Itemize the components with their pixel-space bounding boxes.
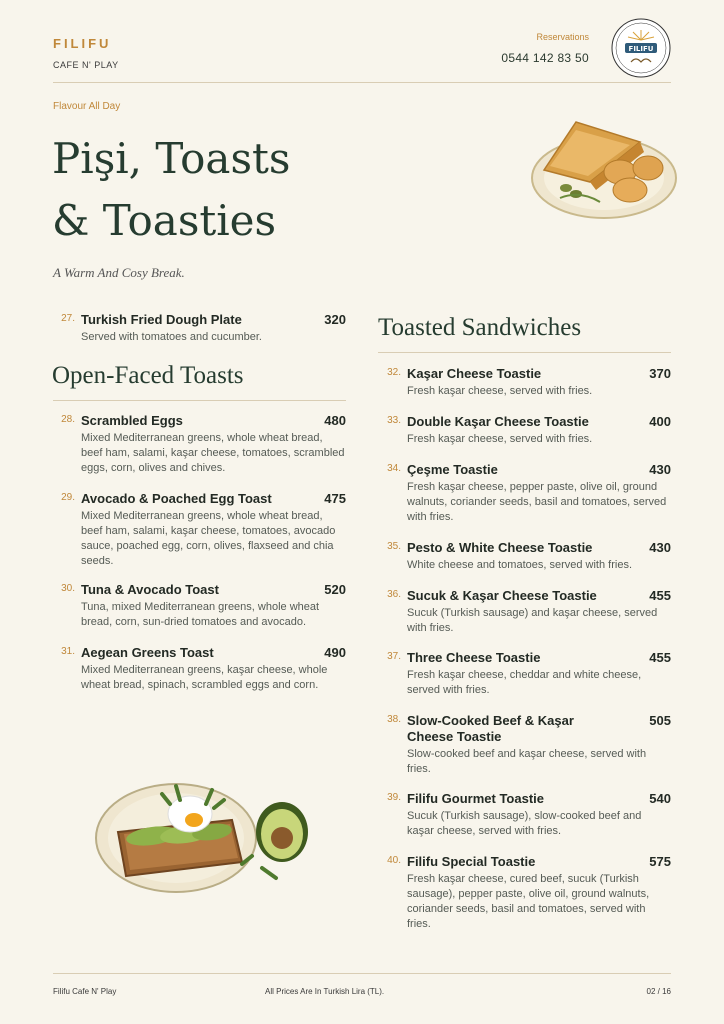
footer-brand: Filifu Cafe N' Play <box>53 987 117 996</box>
item-price: 455 <box>649 588 671 603</box>
item-number: 30. <box>61 583 75 594</box>
reservations <box>501 32 589 65</box>
item-name: Double Kaşar Cheese Toastie <box>407 414 589 429</box>
avocado-toast-image <box>92 772 312 897</box>
item-name: Three Cheese Toastie <box>407 650 541 665</box>
title-line-1: Pişi, Toasts <box>52 134 291 183</box>
item-price: 430 <box>649 540 671 555</box>
item-description: Slow-cooked beef and kaşar cheese, served with fries. <box>407 748 647 775</box>
item-number: 32. <box>387 367 401 378</box>
title-line-2: & Toasties <box>52 196 277 245</box>
footer-price-note: All Prices Are In Turkish Lira (TL). <box>265 987 385 996</box>
phone-number[interactable]: 0544 142 83 50 <box>501 51 589 65</box>
reservations-label: Reservations <box>536 32 589 42</box>
item-description: White cheese and tomatoes, served with fries. <box>407 559 632 571</box>
brand <box>53 36 119 70</box>
item-description: Sucuk (Turkish sausage) and kaşar cheese, served with fries. <box>407 607 658 634</box>
item-price: 455 <box>649 650 671 665</box>
brand-tagline: CAFE N' PLAY <box>53 60 119 70</box>
item-name: Çeşme Toastie <box>407 462 498 477</box>
item-number: 37. <box>387 651 401 662</box>
item-number: 28. <box>61 414 75 425</box>
item-name: Tuna & Avocado Toast <box>81 582 219 597</box>
item-description: Fresh kaşar cheese, served with fries. <box>407 385 593 397</box>
item-price: 505 <box>649 713 671 728</box>
item-name: Filifu Gourmet Toastie <box>407 791 544 806</box>
page-number: 02 / 16 <box>646 987 671 996</box>
item-name: Slow-Cooked Beef & Kaşar Cheese Toastie <box>407 713 574 744</box>
item-description: Mixed Mediterranean greens, kaşar cheese, whole wheat bread, spinach, scrambled eggs and corn. <box>81 664 328 691</box>
toast-plate-image <box>530 112 678 222</box>
item-price: 430 <box>649 462 671 477</box>
section-divider <box>53 400 346 401</box>
item-description: Fresh kaşar cheese, pepper paste, olive oil, ground walnuts, coriander seeds, basil and tomatoes, served with fries. <box>407 481 667 523</box>
item-price: 575 <box>649 854 671 869</box>
item-price: 490 <box>324 645 346 660</box>
item-description: Mixed Mediterranean greens, whole wheat bread, beef ham, salami, kaşar cheese, tomatoes, scrambled eggs, corn, olives and chives. <box>81 432 345 474</box>
item-name: Scrambled Eggs <box>81 413 183 428</box>
item-name: Sucuk & Kaşar Cheese Toastie <box>407 588 597 603</box>
brand-name: FILIFU <box>53 36 112 51</box>
item-number: 33. <box>387 415 401 426</box>
item-number: 31. <box>61 646 75 657</box>
item-description: Fresh kaşar cheese, served with fries. <box>407 433 593 445</box>
section-title-toasted: Toasted Sandwiches <box>378 314 582 341</box>
item-number: 39. <box>387 792 401 803</box>
item-number: 35. <box>387 541 401 552</box>
item-price: 475 <box>324 491 346 506</box>
item-name: Kaşar Cheese Toastie <box>407 366 542 381</box>
kicker: Flavour All Day <box>53 101 121 112</box>
section-title-open-faced: Open-Faced Toasts <box>52 362 244 389</box>
logo-text: FILIFU <box>628 45 654 53</box>
item-name: Pesto & White Cheese Toastie <box>407 540 593 555</box>
item-price: 370 <box>649 366 671 381</box>
item-description: Sucuk (Turkish sausage), slow-cooked beef and kaşar cheese, served with fries. <box>407 810 642 837</box>
item-number: 34. <box>387 463 401 474</box>
item-description: Tuna, mixed Mediterranean greens, whole wheat bread, corn, sun-dried tomatoes and avocado. <box>81 601 320 628</box>
item-number: 38. <box>387 714 401 725</box>
page-title <box>52 128 290 252</box>
item-name: Turkish Fried Dough Plate <box>81 312 242 327</box>
item-price: 320 <box>324 312 346 327</box>
cafe-logo <box>611 18 671 78</box>
item-name: Avocado & Poached Egg Toast <box>81 491 272 506</box>
item-name: Aegean Greens Toast <box>81 645 214 660</box>
item-price: 540 <box>649 791 671 806</box>
item-name: Filifu Special Toastie <box>407 854 536 869</box>
header-divider <box>53 82 671 83</box>
item-description: Fresh kaşar cheese, cheddar and white cheese, served with fries. <box>407 669 642 696</box>
item-number: 40. <box>387 855 401 866</box>
footer-divider <box>53 973 671 974</box>
item-number: 29. <box>61 492 75 503</box>
item-price: 400 <box>649 414 671 429</box>
item-number: 27. <box>61 313 75 324</box>
item-description: Served with tomatoes and cucumber. <box>81 331 262 343</box>
item-description: Fresh kaşar cheese, cured beef, sucuk (Turkish sausage), pepper paste, olive oil, ground walnuts, coriander seeds, basil and tomatoes, served with fries. <box>407 873 650 930</box>
item-price: 520 <box>324 582 346 597</box>
item-price: 480 <box>324 413 346 428</box>
item-number: 36. <box>387 589 401 600</box>
item-description: Mixed Mediterranean greens, whole wheat bread, beef ham, salami, kaşar cheese, tomatoes, avocado sauce, poached egg, corn, olives, flaxseed and chia seeds. <box>81 510 336 567</box>
section-divider <box>378 352 671 353</box>
subtitle: A Warm And Cosy Break. <box>53 265 185 280</box>
